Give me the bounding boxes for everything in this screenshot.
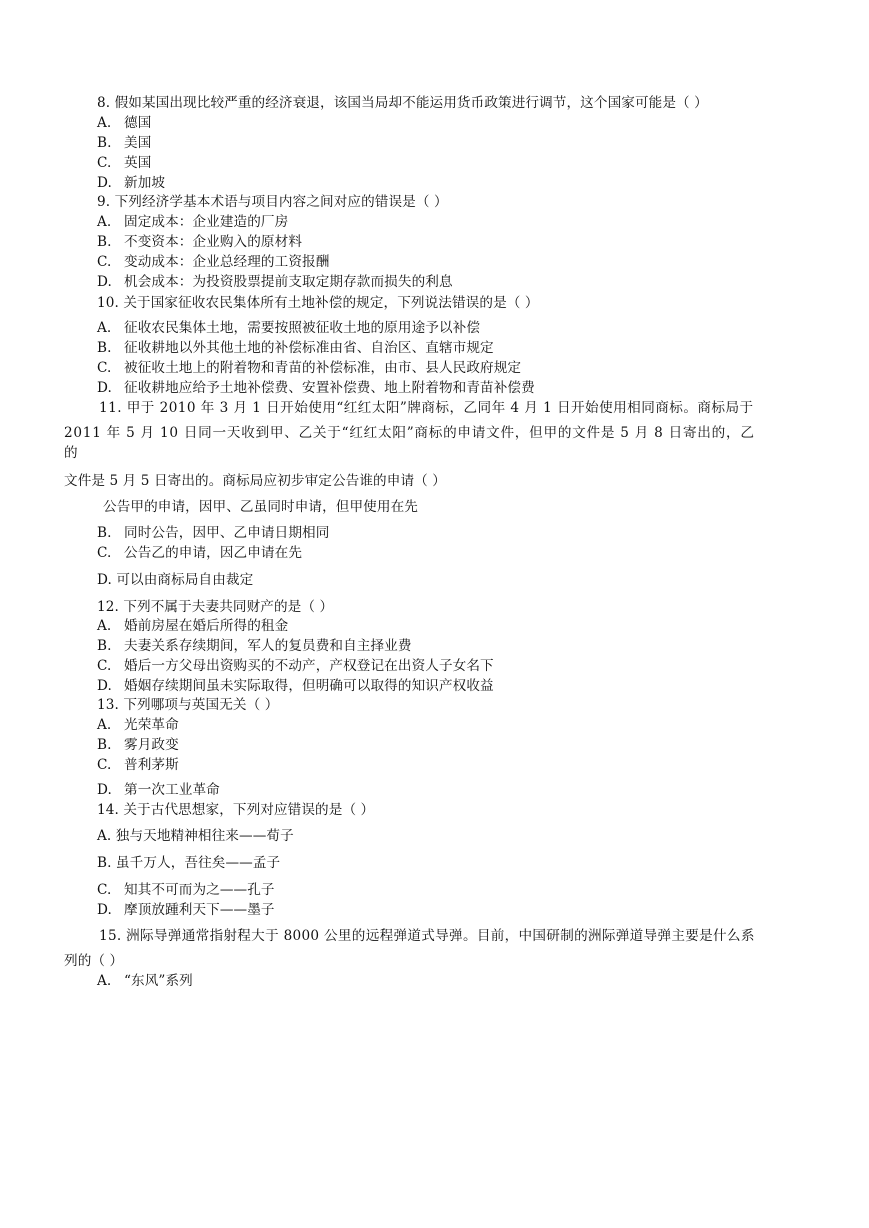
option-letter: A. [97,214,112,230]
option-letter: B. [97,737,112,753]
option-text: 新加坡 [124,175,166,191]
question-8-stem: 8. 假如某国出现比较严重的经济衰退，该国当局却不能运用货币政策进行调节，这个国家可能是（ ） [97,95,708,111]
question-9-option-c [97,253,329,271]
option-text: 德国 [124,115,152,131]
option-text: 征收耕地应给予土地补偿费、安置补偿费、地上附着物和青苗补偿费 [124,380,535,396]
question-13-stem: 13. 下列哪项与英国无关（ ） [97,697,279,713]
option-text: 婚姻存续期间虽未实际取得，但明确可以取得的知识产权收益 [124,678,494,694]
option-text: 普利茅斯 [124,757,179,773]
question-12-option-d [97,677,494,695]
option-text: 知其不可而为之——孔子 [124,882,275,898]
option-text: 光荣革命 [124,717,179,733]
option-letter: A. [97,973,112,989]
option-letter: B. [97,340,112,356]
question-12-option-a [97,617,288,635]
option-letter: C. [97,658,112,674]
question-11-stem-line-1: 11. 甲于 2010 年 3 月 1 日开始使用“红红太阳”牌商标，乙同年 4 月 1 日开始使用相同商标。商标局于 [99,400,754,416]
question-14-option-c [97,881,275,899]
question-13-option-d [97,781,220,799]
option-letter: D. [97,274,112,290]
question-9-stem: 9. 下列经济学基本术语与项目内容之间对应的错误是（ ） [97,194,448,210]
question-11-option-b [97,524,329,542]
option-text: 第一次工业革命 [124,782,220,798]
question-11-stem-line-4: 文件是 5 月 5 日寄出的。商标局应初步审定公告谁的申请（ ） [64,473,446,489]
option-text: 婚后一方父母出资购买的不动产，产权登记在出资人子女名下 [124,658,494,674]
question-11-option-c [97,544,302,562]
option-letter: A. [97,618,112,634]
question-10-option-a [97,319,480,337]
question-13-option-b [97,736,179,754]
question-9-option-b [97,233,302,251]
question-14-option-b: B. 虽千万人，吾往矣——孟子 [97,855,281,871]
option-text: 征收农民集体土地，需要按照被征收土地的原用途予以补偿 [124,320,481,336]
option-text: 雾月政变 [124,737,179,753]
question-15-stem-line-2: 列的（ ） [64,953,124,969]
option-letter: C. [97,882,112,898]
option-text: 夫妻关系存续期间，军人的复员费和自主择业费 [124,638,412,654]
question-14-option-d [97,901,275,919]
option-text: 同时公告，因甲、乙申请日期相同 [124,525,330,541]
option-text: 美国 [124,135,152,151]
question-14-stem: 14. 关于古代思想家，下列对应错误的是（ ） [97,802,375,818]
option-letter: D. [97,380,112,396]
option-letter: D. [97,902,112,918]
option-text: 变动成本：企业总经理的工资报酬 [124,254,330,270]
option-letter: A. [97,320,112,336]
option-letter: D. [97,678,112,694]
option-letter: A. [97,115,112,131]
option-text: 征收耕地以外其他土地的补偿标准由省、自治区、直辖市规定 [124,340,494,356]
option-letter: D. [97,175,112,191]
option-text: 机会成本：为投资股票提前支取定期存款而损失的利息 [124,274,453,290]
question-10-stem: 10. 关于国家征收农民集体所有土地补偿的规定，下列说法错误的是（ ） [97,295,539,311]
option-text: 被征收土地上的附着物和青苗的补偿标准，由市、县人民政府规定 [124,360,522,376]
question-11-option-d: D. 可以由商标局自由裁定 [97,572,254,588]
option-letter: C. [97,757,112,773]
question-9-option-a [97,213,288,231]
question-15-stem-line-1: 15. 洲际导弹通常指射程大于 8000 公里的远程弹道式导弹。目前，中国研制的洲际弹道导弹主要是什么系 [99,928,755,944]
option-letter: A. [97,717,112,733]
option-letter: B. [97,525,112,541]
question-11-stem-line-2: 2011 年 5 月 10 日同一天收到甲、乙关于“红红太阳”商标的申请文件，但甲的文件是 5 月 8 日寄出的，乙 [64,425,755,441]
question-10-option-d [97,379,535,397]
question-13-option-c [97,756,179,774]
question-12-option-b [97,637,412,655]
question-11-option-a: 公告甲的申请，因甲、乙虽同时申请，但甲使用在先 [103,499,418,515]
option-letter: C. [97,155,112,171]
question-8-option-d [97,174,165,192]
question-12-stem: 12. 下列不属于夫妻共同财产的是（ ） [97,599,334,615]
question-13-option-a [97,716,179,734]
option-letter: C. [97,360,112,376]
option-letter: B. [97,234,112,250]
question-9-option-d [97,273,453,291]
option-text: 婚前房屋在婚后所得的租金 [124,618,289,634]
question-10-option-b [97,339,494,357]
option-text: 英国 [124,155,152,171]
option-text: 摩顶放踵利天下——墨子 [124,902,275,918]
option-text: 不变资本：企业购入的原材料 [124,234,303,250]
option-letter: C. [97,545,112,561]
option-letter: B. [97,135,112,151]
option-text: 固定成本：企业建造的厂房 [124,214,289,230]
question-10-option-c [97,359,521,377]
option-letter: B. [97,638,112,654]
question-15-option-a [97,972,193,990]
option-text: 公告乙的申请，因乙申请在先 [124,545,303,561]
question-12-option-c [97,657,494,675]
option-text: “东风”系列 [124,973,193,989]
option-letter: C. [97,254,112,270]
option-letter: D. [97,782,112,798]
question-11-stem-line-3: 的 [64,445,78,461]
question-8-option-c [97,154,151,172]
question-14-option-a: A. 独与天地精神相往来——荀子 [97,828,294,844]
question-8-option-a [97,114,151,132]
question-8-option-b [97,134,151,152]
